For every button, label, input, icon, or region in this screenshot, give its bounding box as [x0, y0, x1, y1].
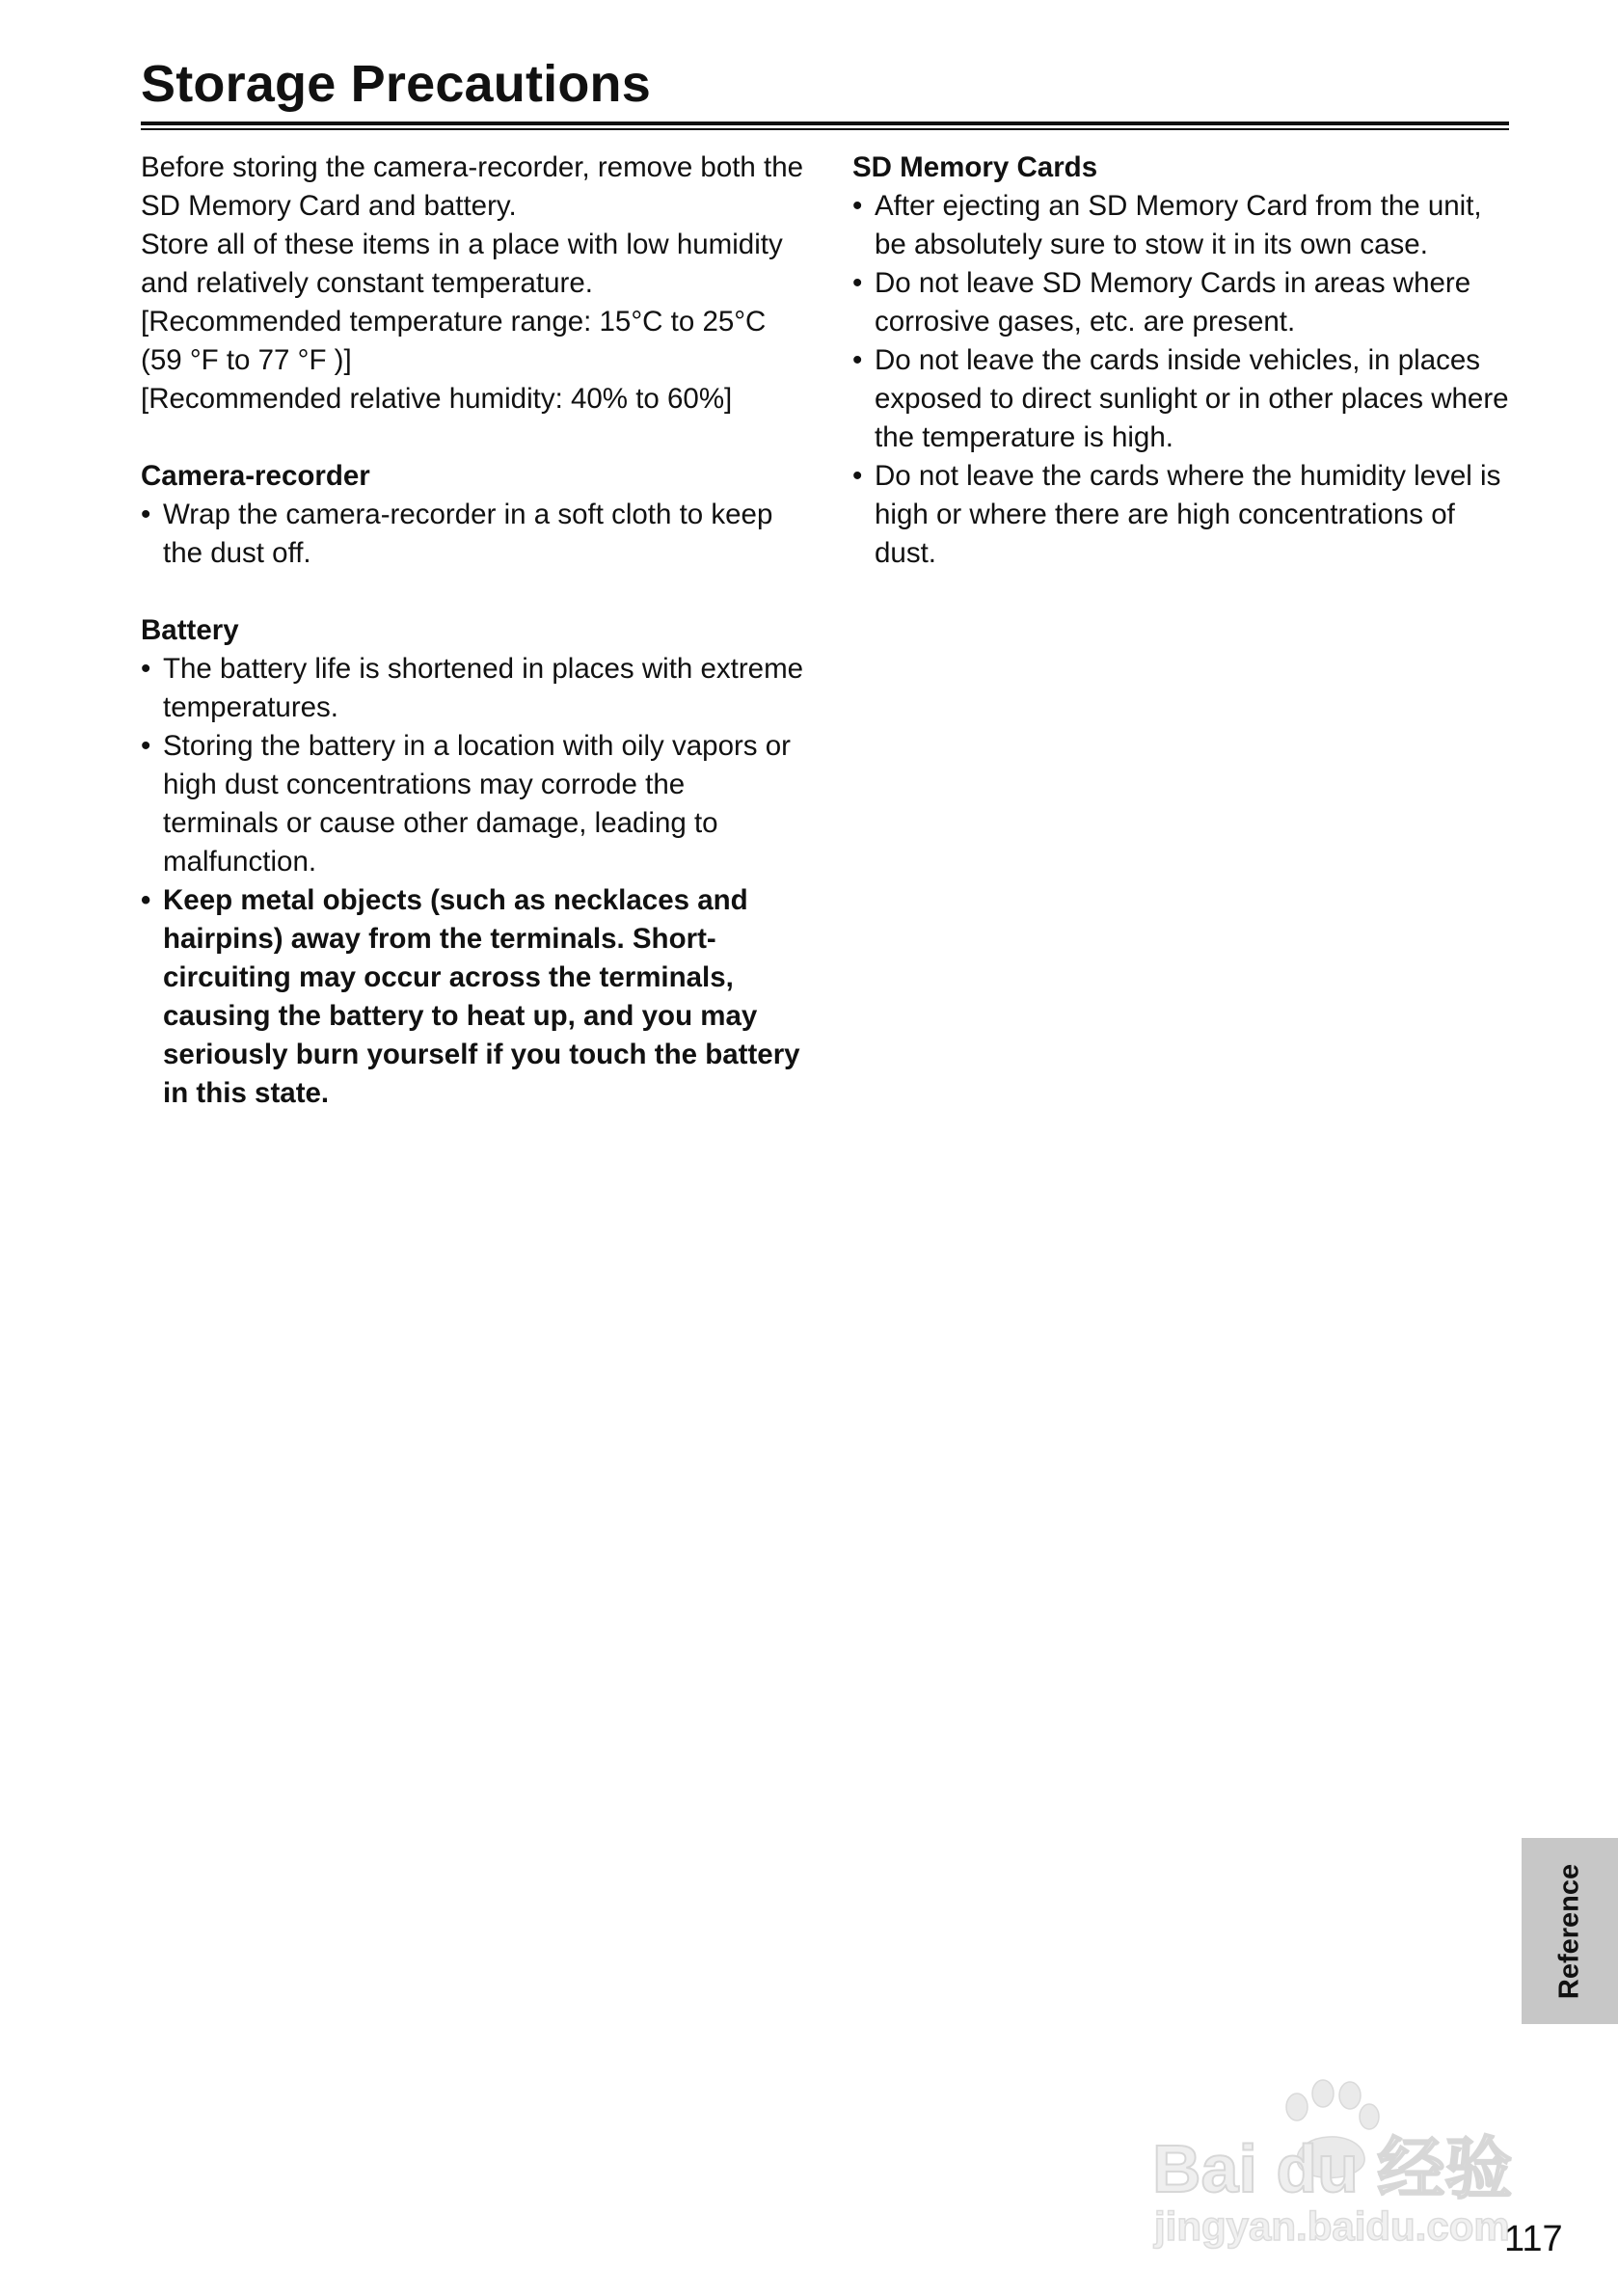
spacer	[141, 573, 806, 611]
watermark-url: jingyan.baidu.com	[1154, 2203, 1510, 2249]
list-item: • Do not leave SD Memory Cards in areas where corrosive gases, etc. are present.	[852, 264, 1518, 341]
spacer	[141, 419, 806, 457]
section-heading-sd-memory-cards: SD Memory Cards	[852, 151, 1098, 183]
reference-tab-label: Reference	[1553, 1863, 1585, 1999]
reference-side-tab[interactable]	[1522, 1838, 1618, 2024]
title-rule-thick	[141, 122, 1509, 125]
paw-pad	[1286, 2093, 1308, 2120]
page-title: Storage Precautions	[141, 55, 651, 113]
list-item: • Wrap the camera-recorder in a soft cloth to keep the dust off.	[141, 496, 806, 573]
left-column	[141, 149, 806, 1113]
right-column	[852, 149, 1518, 573]
list-item: • Do not leave the cards inside vehicles, in places exposed to direct sunlight or in other places where the temperature is high.	[852, 341, 1518, 457]
list-item: • Storing the battery in a location with oily vapors or high dust concentrations may corrode the terminals or cause other damage, leading to malfunction.	[141, 727, 806, 881]
section-heading-battery: Battery	[141, 614, 239, 646]
battery-warning-item: • Keep metal objects (such as necklaces and hairpins) away from the terminals. Short-circuiting may occur across the terminals, causing the battery to heat up, and you may seriously burn yourself if you touch the battery in this state.	[141, 881, 806, 1113]
camera-recorder-list	[141, 496, 806, 573]
intro-paragraph: Before storing the camera-recorder, remove both the SD Memory Card and battery.	[141, 151, 804, 222]
list-item: • The battery life is shortened in places with extreme temperatures.	[141, 650, 806, 727]
baidu-watermark-logo	[1152, 2068, 1533, 2252]
intro-paragraph: [Recommended relative humidity: 40% to 60%]	[141, 383, 733, 415]
page-number: 117	[1504, 2219, 1563, 2259]
list-item: • Do not leave the cards where the humidity level is high or where there are high concentrations of dust.	[852, 457, 1518, 573]
title-rule-thin	[141, 128, 1509, 130]
section-heading-camera-recorder: Camera-recorder	[141, 460, 370, 492]
intro-paragraph: [Recommended temperature range: 15°C to 25°C (59 °F to 77 °F )]	[141, 306, 767, 376]
intro-paragraph: Store all of these items in a place with low humidity and relatively constant temperature.	[141, 229, 783, 299]
list-item: • After ejecting an SD Memory Card from the unit, be absolutely sure to stow it in its own case.	[852, 187, 1518, 264]
sd-cards-list	[852, 187, 1518, 573]
watermark-brand: Bai du 经验	[1152, 2131, 1513, 2206]
battery-list	[141, 650, 806, 1113]
paw-pad	[1360, 2104, 1379, 2129]
paw-pad	[1312, 2080, 1334, 2107]
paw-pad	[1339, 2082, 1361, 2109]
